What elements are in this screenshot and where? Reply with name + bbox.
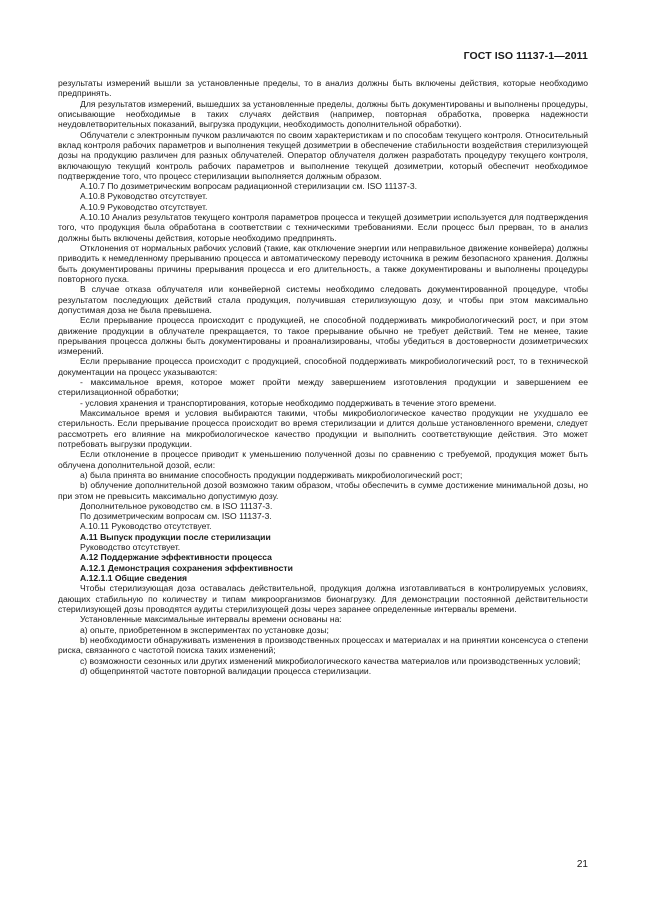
paragraph: Отклонения от нормальных рабочих условий (такие, как отключение энергии или неправильное движение конвейера) должны приводить к немедленному прерыванию процесса и автоматическому переводу источника в режим безопасного хранения. Должны быть документированы причины прерывания процесса и его длительность, а также документированы и выполнены процедуры повторного пуска.	[58, 243, 588, 284]
list-item: - максимальное время, которое может пройти между завершением изготовления продукции и завершением ее стерилизационной обработки;	[58, 377, 588, 398]
page-number: 21	[576, 859, 588, 870]
document-body	[58, 78, 588, 676]
section-heading-a-12-1-1: А.12.1.1 Общие сведения	[80, 573, 188, 583]
paragraph: результаты измерений вышли за установленные пределы, то в анализ должны быть включены действия, которые необходимо предпринять.	[58, 78, 588, 99]
paragraph: Дополнительное руководство см. в ISO 11137-3.	[80, 500, 273, 511]
list-item: d) общепринятой частоте повторной валидации процесса стерилизации.	[80, 665, 372, 676]
paragraph: Если прерывание процесса происходит с продукцией, не способной поддерживать микробиологический рост, и при этом движение продукции в облучателе прекращается, то такое прерывание обычно не требует действий. Тем не менее, такие прерывания процесса должны быть документированы и проанализированы, чтобы убедиться в достоверности дозиметрических измерений.	[58, 315, 588, 357]
paragraph: Установленные максимальные интервалы времени основаны на:	[80, 614, 342, 625]
list-item: b) необходимости обнаруживать изменения в производственных процессах и материалах и на принятии консенсуса о степени риска, связанного с частотой поиска таких изменений;	[58, 634, 588, 656]
list-item: - условия хранения и транспортирования, которые необходимо поддерживать в течение этого времени.	[80, 397, 497, 408]
section-heading-a-11: А.11 Выпуск продукции после стерилизации	[80, 531, 271, 542]
paragraph: Максимальное время и условия выбираются такими, чтобы микробиологическое качество продукции не ухудшало ее стерильность. Если прерывание процесса происходит во время стерилизации и длится дольше установленного времени, следует рассмотреть его влияние на микробиологическое качество продукции и выполнить соответствующие действия. Это может потребовать выгрузки продукции.	[58, 408, 588, 449]
clause-a-10-7: А.10.7 По дозиметрическим вопросам радиационной стерилизации см. ISO 11137-3.	[80, 181, 418, 192]
paragraph: Для результатов измерений, вышедших за установленные пределы, должны быть документированы и выполнены процедуры, описывающие необходимые в таких случаях действия (например, повторная обработка, проверка надежности неудовлетворительных показаний, выгрузка продукции, необходимость дополнительной обработки).	[58, 98, 588, 130]
paragraph: В случае отказа облучателя или конвейерной системы необходимо следовать документированной процедуре, чтобы результатом последующих действий стала продукция, получившая стерилизующую дозу, и чтобы при этом максимально допустимая доза не была превышена.	[58, 284, 588, 315]
clause-a-10-9: А.10.9 Руководство отсутствует.	[80, 201, 208, 212]
clause-a-10-8: А.10.8 Руководство отсутствует.	[80, 191, 208, 202]
list-item: а) опыте, приобретенном в экспериментах по установке дозы;	[80, 624, 329, 635]
clause-a-10-11: А.10.11 Руководство отсутствует.	[80, 521, 212, 532]
list-item: а) была принята во внимание способность продукции поддерживать микробиологический рост;	[80, 469, 463, 480]
paragraph: Облучатели с электронным пучком различаются по своим характеристикам и по способам текущего контроля. Относительный вклад контроля рабочих параметров и выполнения текущей дозиметрии в обеспечение стабильности воздействия стерилизующей дозы на продукцию различен для разных облучателей. Оператор облучателя должен разработать процедуру текущего контроля, включающую текущий контроль рабочих параметров и выполнение текущей дозиметрии, который обеспечит необходимое подтверждение того, что процесс стерилизации выполняется должным образом.	[58, 129, 588, 181]
clause-a-10-10: А.10.10 Анализ результатов текущего контроля параметров процесса и текущей дозиметрии используется для подтверждения того, что продукция была обработана в соответствии с техническими требованиями. Если процесс был прерван, то в анализ должны быть включены действия, которые необходимо предпринять.	[58, 212, 588, 243]
paragraph: Если отклонение в процессе приводит к уменьшению полученной дозы по сравнению с требуемой, продукция может быть облучена дополнительной дозой, если:	[58, 449, 588, 470]
paragraph: По дозиметрическим вопросам см. ISO 11137-3.	[80, 511, 272, 522]
list-item: b) облучение дополнительной дозой возможно таким образом, чтобы обеспечить в сумме достижение минимальной дозы, но при этом не превысить максимально допустимую дозу.	[58, 480, 588, 501]
document-code-header: ГОСТ ISO 11137-1—2011	[463, 50, 588, 62]
paragraph: Руководство отсутствует.	[80, 542, 181, 553]
paragraph: Чтобы стерилизующая доза оставалась действительной, продукция должна изготавливаться в контролируемых условиях, дающих стабильную по количеству и типам микроорганизмов бионагрузку. Для демонстрации постоянной действительности стерилизующей дозы проводятся аудиты стерилизующей дозы через заранее определенные интервалы времени.	[58, 583, 588, 614]
section-heading-a-12: А.12 Поддержание эффективности процесса	[80, 552, 272, 563]
list-item: с) возможности сезонных или других изменений микробиологического качества материалов или производственных условий;	[80, 655, 581, 666]
section-heading-a-12-1: А.12.1 Демонстрация сохранения эффективности	[80, 562, 293, 573]
paragraph: Если прерывание процесса происходит с продукцией, способной поддерживать микробиологический рост, то в технической документации на процесс указываются:	[58, 356, 588, 377]
